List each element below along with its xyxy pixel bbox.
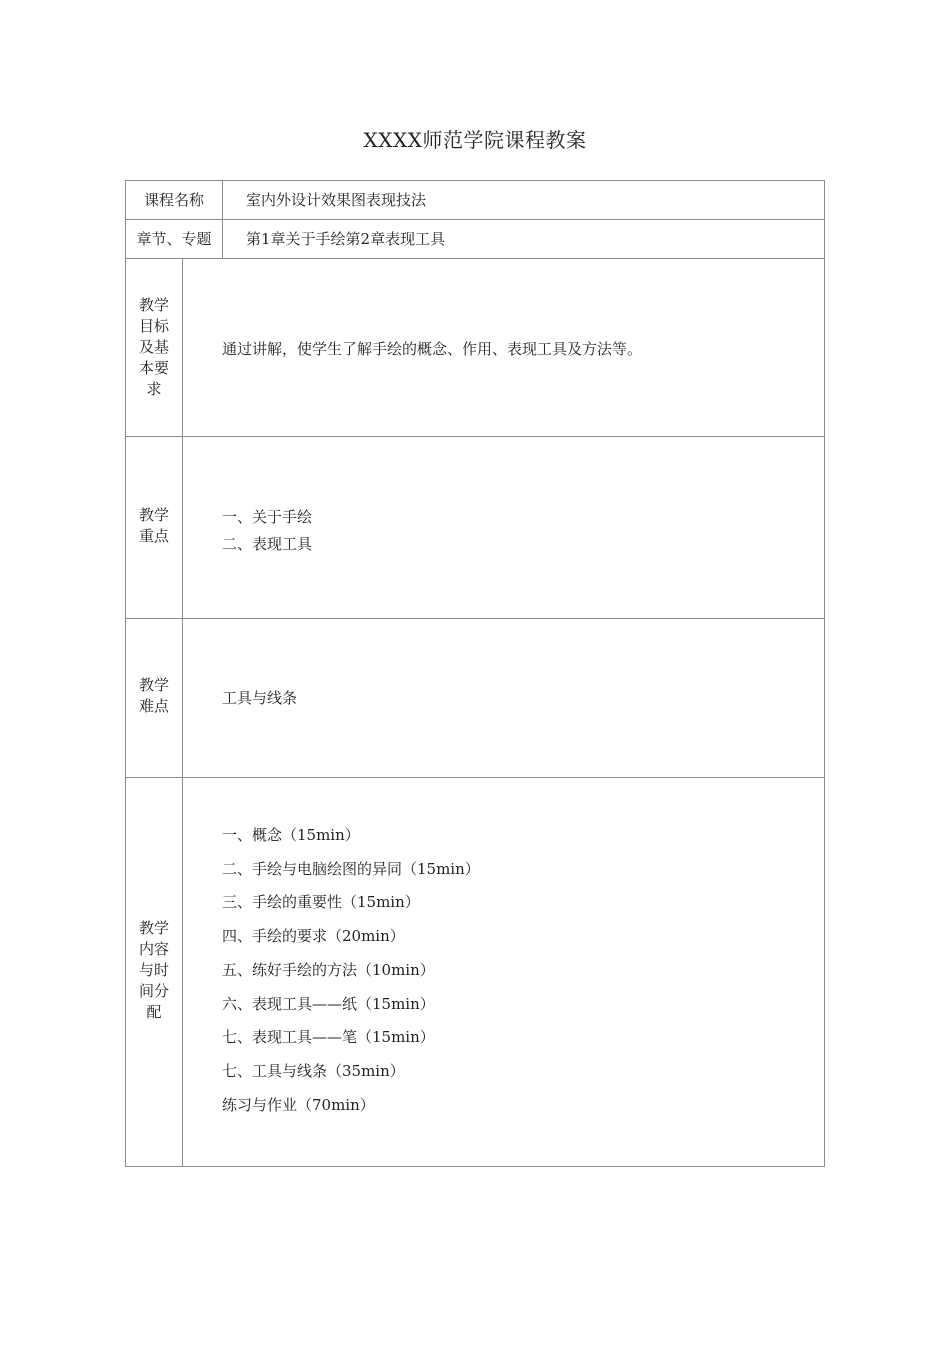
row-divider	[126, 436, 824, 437]
chapter-label: 章节、专题	[136, 230, 212, 248]
difficulty-item: 工具与线条	[222, 689, 298, 707]
schedule-item: 四、手绘的要求（20min）	[222, 927, 405, 946]
chapter-value: 第1章关于手绘第2章表现工具	[246, 230, 446, 248]
content-label-line: 教学	[138, 919, 169, 937]
objectives-label-line: 教学	[138, 296, 169, 314]
row-divider	[126, 618, 824, 619]
column-divider	[222, 181, 223, 258]
course-name-value: 室内外设计效果图表现技法	[246, 191, 427, 209]
objectives-label-line: 本要	[138, 359, 169, 377]
content-label-line: 间分	[138, 982, 169, 1000]
difficulties-content	[222, 688, 297, 708]
schedule-item: 七、工具与线条（35min）	[222, 1061, 405, 1080]
row-divider	[126, 777, 824, 778]
objectives-label-line: 及基	[138, 338, 169, 356]
difficulties-label-line: 难点	[138, 697, 169, 715]
lesson-plan-table	[125, 180, 825, 1167]
key-points-content	[222, 504, 312, 558]
column-divider	[182, 258, 183, 1167]
content-label-line: 与时	[138, 961, 169, 979]
key-point-item: 一、关于手绘	[222, 508, 313, 526]
key-point-item: 二、表现工具	[222, 535, 313, 553]
objectives-label	[126, 295, 182, 400]
schedule-item: 六、表现工具——纸（15min）	[222, 994, 435, 1013]
objectives-label-line: 求	[146, 380, 162, 398]
schedule-item: 一、概念（15min）	[222, 826, 360, 844]
schedule-item: 二、手绘与电脑绘图的异同（15min）	[222, 859, 480, 878]
key-points-label-line: 教学	[138, 506, 169, 524]
content-schedule	[222, 819, 480, 1122]
row-divider	[126, 258, 824, 259]
schedule-item: 七、表现工具——笔（15min）	[222, 1028, 435, 1047]
course-name-label: 课程名称	[143, 191, 204, 209]
schedule-item: 五、练好手绘的方法（10min）	[222, 960, 435, 979]
content-label-line: 配	[146, 1003, 162, 1021]
difficulties-label-line: 教学	[138, 676, 169, 694]
document-title: XXXX师范学院课程教案	[363, 128, 587, 152]
objectives-content	[222, 339, 642, 359]
content-label-line: 内容	[138, 940, 169, 958]
objectives-text: 通过讲解，使学生了解手绘的概念、作用、表现工具及方法等。	[222, 340, 643, 358]
schedule-item: 练习与作业（70min）	[222, 1095, 375, 1114]
objectives-label-line: 目标	[138, 317, 169, 335]
content-label	[126, 918, 182, 1023]
difficulties-label	[126, 675, 182, 717]
row-divider	[126, 219, 824, 220]
schedule-item: 三、手绘的重要性（15min）	[222, 893, 420, 912]
key-points-label-line: 重点	[138, 527, 169, 545]
key-points-label	[126, 505, 182, 547]
